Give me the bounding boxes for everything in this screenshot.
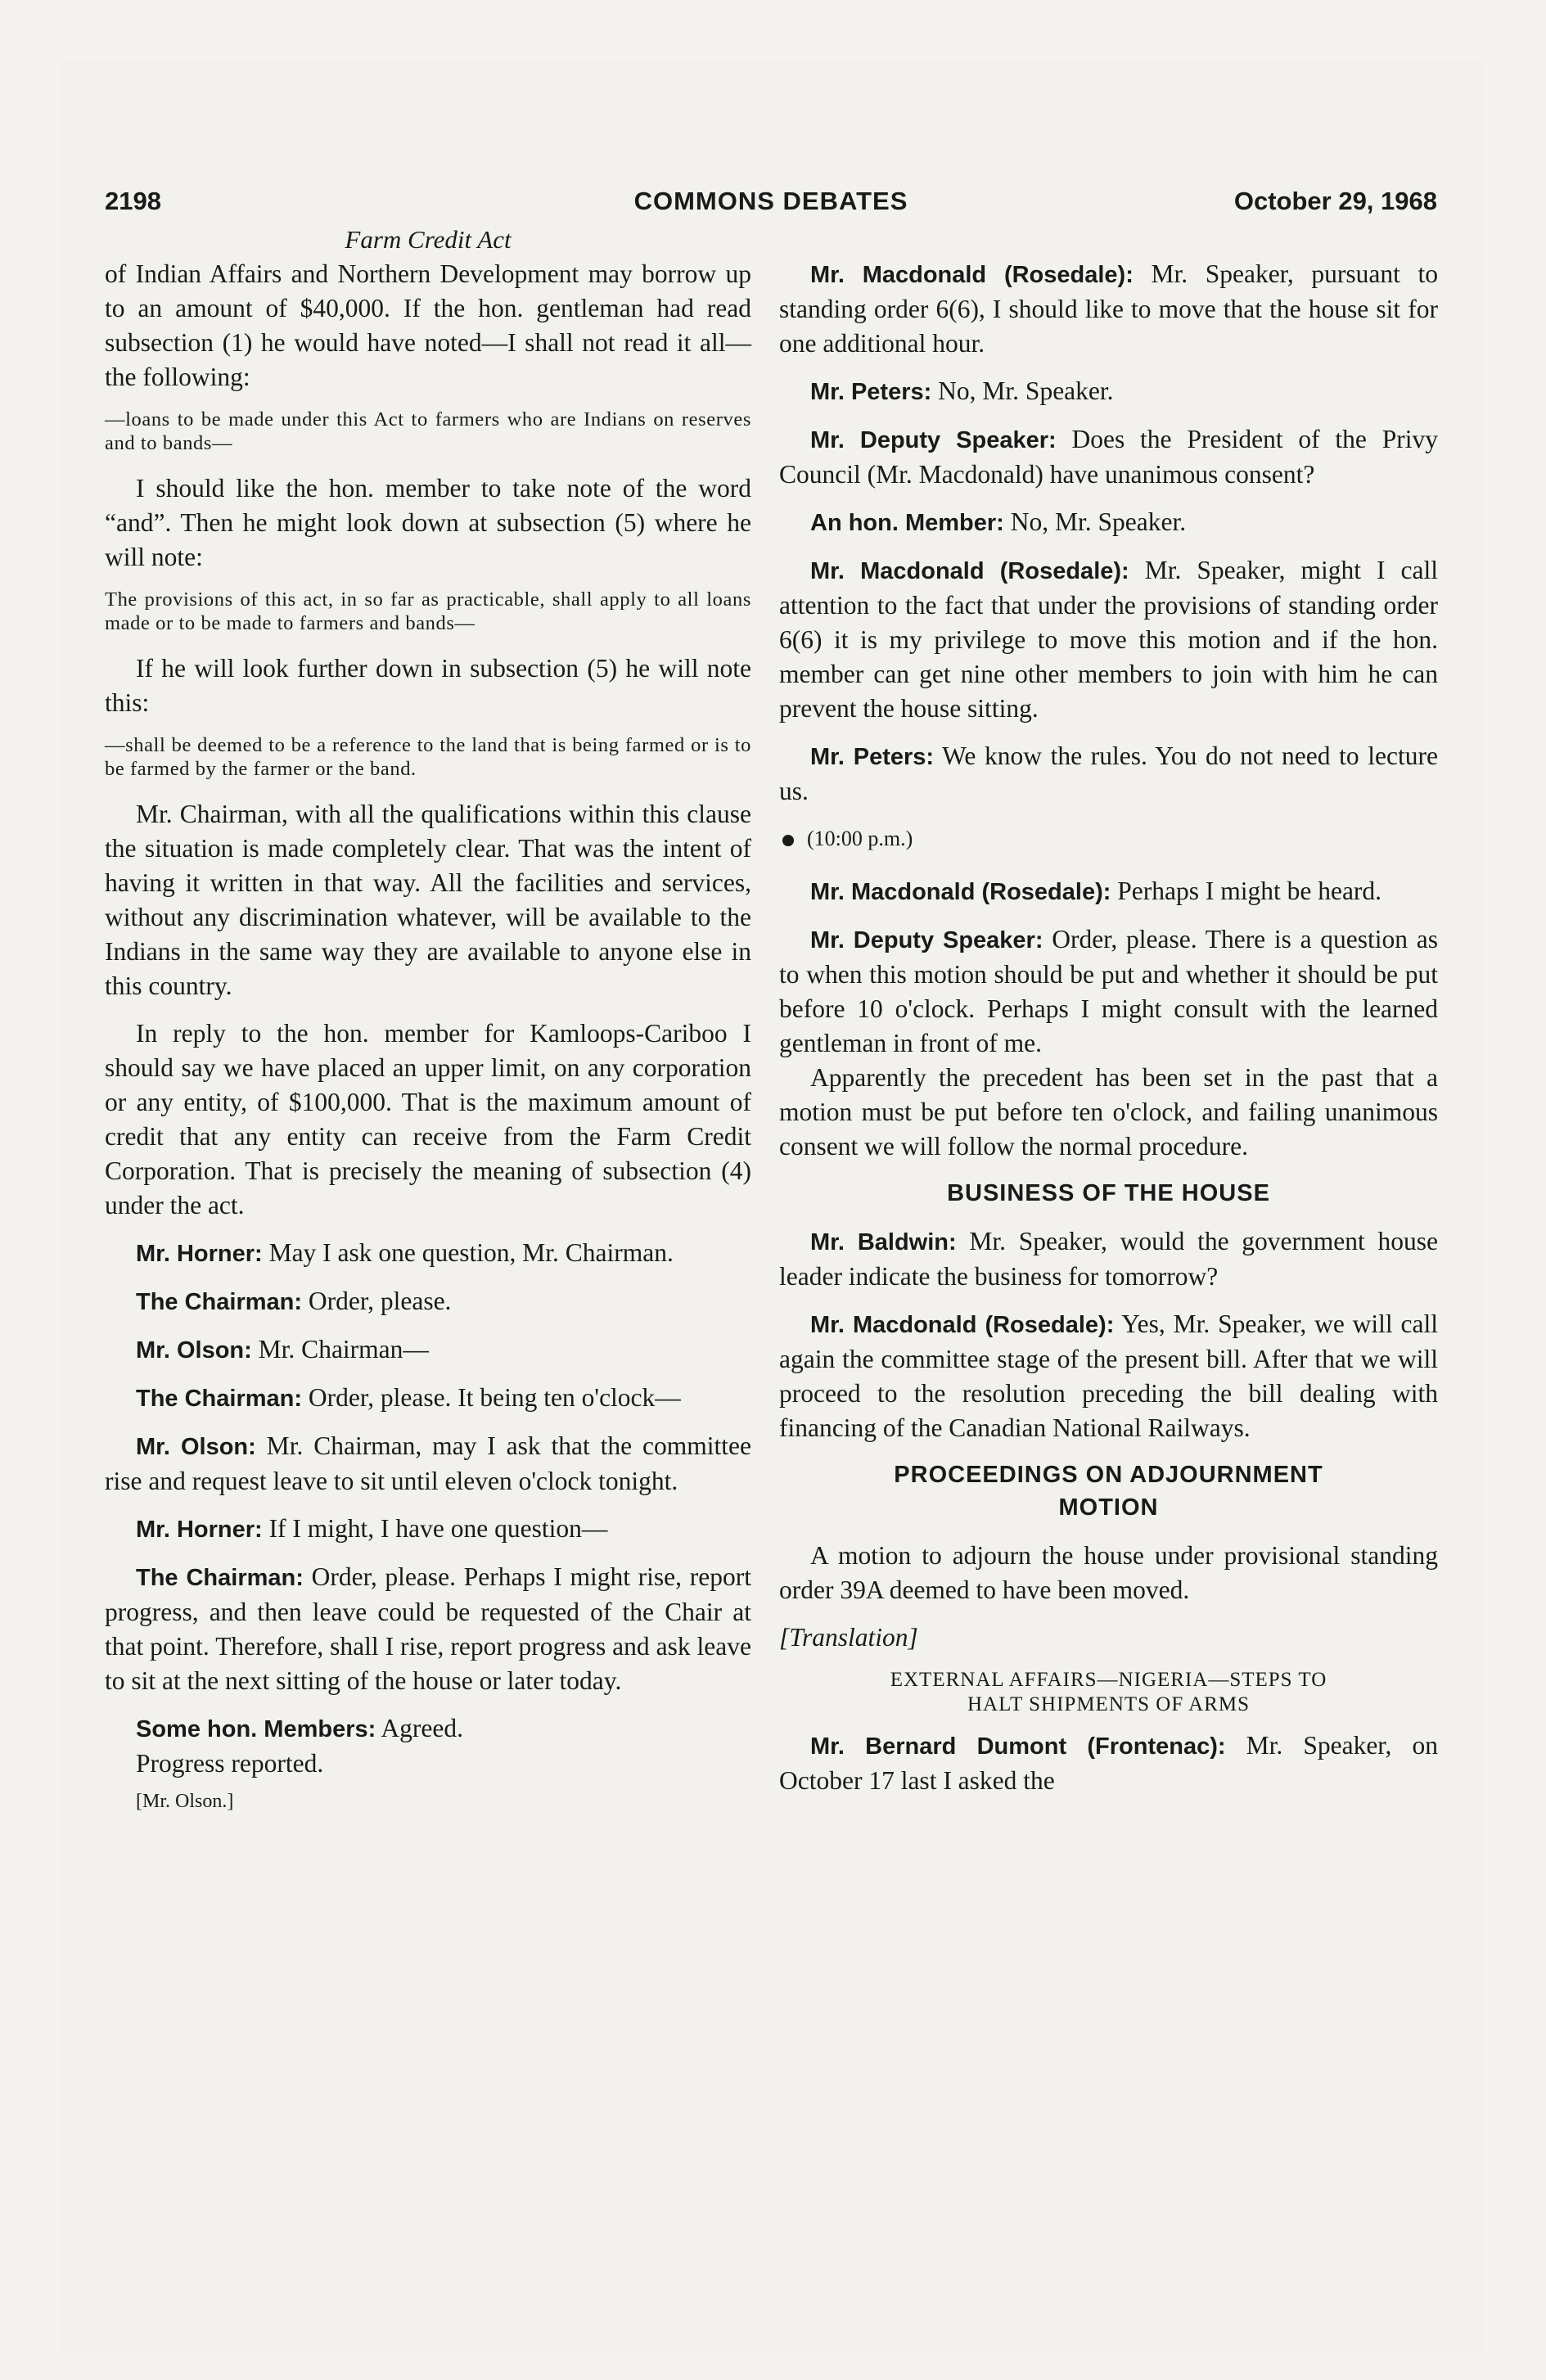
paragraph: Mr. Chairman, with all the qualifications within this clause the situation is made completely clear. That was the intent of having it written in that way. All the facilities and services, without any discrimination whatever, will be available to the Indians in the same way they are available to anyone else in this country. [105, 800, 751, 1000]
subheading [779, 1668, 1438, 1717]
speaker-name: Mr. Horner: [136, 1241, 263, 1267]
speech-text: Order, please. [302, 1287, 452, 1315]
speech-text: Order, please. Perhaps I might rise, report progress, and then leave could be requested of the Chair at that point. Therefore, shall I rise, report progress and ask leave to sit at the next sitting of the house or later today. [105, 1562, 751, 1695]
speech [105, 1332, 751, 1368]
speech [779, 422, 1438, 492]
speech [779, 922, 1438, 1061]
quotation: —shall be deemed to be a reference to the land that is being farmed or is to be farmed by the farmer or the band. [105, 734, 751, 780]
time-marker [779, 822, 1438, 856]
speaker-name: Mr. Peters: [810, 379, 932, 405]
speaker-name: The Chairman: [136, 1386, 303, 1412]
speaker-name: Mr. Deputy Speaker: [810, 427, 1057, 453]
header-date: October 29, 1968 [1233, 187, 1437, 215]
speaker-name: Mr. Bernard Dumont (Frontenac): [810, 1733, 1226, 1760]
speech [105, 1512, 751, 1547]
quotation: The provisions of this act, in so far as practicable, shall apply to all loans made or to be made to farmers and bands— [105, 588, 751, 634]
speaker-name: The Chairman: [136, 1565, 304, 1591]
speaker-name: Mr. Deputy Speaker: [810, 927, 1043, 953]
left-column [105, 223, 751, 1819]
speech-text: Mr. Speaker, would the government house leader indicate the business for tomorrow? [779, 1227, 1438, 1291]
speech [779, 1729, 1438, 1798]
speech [105, 1236, 751, 1271]
page-number: 2198 [105, 187, 161, 215]
speech-text: Yes, Mr. Speaker, we will call again the committee stage of the present bill. After that we will proceed to the resolution preceding the bill dealing with financing of the Canadian National Railways. [779, 1309, 1438, 1442]
speech-text: Mr. Chairman— [251, 1335, 429, 1364]
speech [779, 374, 1438, 409]
speech-text: Does the President of the Privy Council (Mr. Macdonald) have unanimous consent? [779, 425, 1438, 489]
running-subtitle: Farm Credit Act [345, 225, 512, 254]
speaker-name: Mr. Macdonald (Rosedale): [810, 558, 1129, 584]
speech [105, 1711, 751, 1747]
subheading-line: HALT SHIPMENTS OF ARMS [967, 1693, 1250, 1715]
time-stamp: (10:00 p.m.) [807, 827, 913, 850]
speech-text: If I might, I have one question— [262, 1514, 608, 1543]
speech-text: May I ask one question, Mr. Chairman. [262, 1238, 674, 1267]
section-heading: BUSINESS OF THE HOUSE [947, 1180, 1270, 1206]
paragraph: In reply to the hon. member for Kamloops-Cariboo I should say we have placed an upper limit, on any corporation or any entity, of $100,000. That is the maximum amount of credit that any entity can receive from the Farm Credit Corporation. That is precisely the meaning of subsection (4) under the act. [105, 1019, 751, 1219]
paragraph: Progress reported. [136, 1749, 324, 1778]
paragraph: I should like the hon. member to take note of the word “and”. Then he might look down at subsection (5) where he will note: [105, 474, 751, 571]
speaker-name: Mr. Olson: [136, 1434, 256, 1460]
speaker-name: Mr. Macdonald (Rosedale): [810, 879, 1111, 905]
speech-text: No, Mr. Speaker. [931, 376, 1114, 405]
speech-text: Mr. Speaker, might I call attention to the fact that under the provisions of standing order 6(6) it is my privilege to move this motion and if the hon. member can get nine other members to join with him he can prevent the house sitting. [779, 556, 1438, 723]
heading-line: PROCEEDINGS ON ADJOURNMENT [894, 1462, 1323, 1488]
speaker-name: Mr. Olson: [136, 1337, 252, 1364]
speaker-name: An hon. Member: [810, 510, 1004, 536]
footer-speaker-note: [Mr. Olson.] [136, 1791, 234, 1812]
speech-text: Perhaps I might be heard. [1111, 877, 1382, 905]
subheading-line: EXTERNAL AFFAIRS—NIGERIA—STEPS TO [890, 1669, 1327, 1691]
speech [779, 257, 1438, 361]
speech [105, 1381, 751, 1416]
speech [779, 505, 1438, 540]
paragraph: Apparently the precedent has been set in the past that a motion must be put before ten o'clock, and failing unanimous consent we will follow the normal procedure. [779, 1063, 1438, 1161]
paragraph: of Indian Affairs and Northern Development may borrow up to an amount of $40,000. If the hon. gentleman had read subsection (1) he would have noted—I shall not read it all—the following: [105, 259, 751, 391]
speech-text: Order, please. It being ten o'clock— [302, 1383, 681, 1412]
speaker-name: Mr. Horner: [136, 1517, 263, 1543]
speech [105, 1429, 751, 1499]
speaker-name: Mr. Baldwin: [810, 1229, 957, 1255]
speech-text: No, Mr. Speaker. [1003, 507, 1187, 536]
speech [105, 1284, 751, 1319]
publication-title: COMMONS DEBATES [633, 187, 908, 215]
speaker-name: Mr. Macdonald (Rosedale): [810, 262, 1134, 288]
quotation: —loans to be made under this Act to farmers who are Indians on reserves and to bands— [105, 408, 751, 454]
speech-text: We know the rules. You do not need to lecture us. [779, 741, 1438, 805]
speaker-name: Mr. Peters: [810, 744, 935, 770]
translation-note: [Translation] [779, 1623, 918, 1652]
speech-text: Agreed. [376, 1714, 463, 1742]
speech [105, 1560, 751, 1698]
speaker-name: The Chairman: [136, 1289, 303, 1315]
speech [779, 1224, 1438, 1294]
column-spacer [779, 223, 1438, 257]
speaker-name: Mr. Macdonald (Rosedale): [810, 1312, 1115, 1338]
speech-text: Mr. Speaker, pursuant to standing order 6(6), I should like to move that the house sit for one additional hour. [779, 259, 1438, 358]
speech-text: Order, please. There is a question as to when this motion should be put and whether it should be put before 10 o'clock. Perhaps I might consult with the learned gentleman in front of me. [779, 925, 1438, 1057]
section-heading [779, 1458, 1438, 1524]
bullet-icon [782, 835, 794, 846]
speaker-name: Some hon. Members: [136, 1716, 376, 1742]
speech [779, 874, 1438, 909]
speech [779, 739, 1438, 809]
page-header [105, 187, 1437, 226]
speech-text: Mr. Speaker, on October 17 last I asked the [779, 1731, 1438, 1795]
speech-text: Mr. Chairman, may I ask that the committee rise and request leave to sit until eleven o'clock tonight. [105, 1431, 751, 1495]
paragraph: If he will look further down in subsection (5) he will note this: [105, 654, 751, 717]
speech [779, 553, 1438, 726]
heading-line: MOTION [1058, 1494, 1159, 1521]
speech [779, 1307, 1438, 1445]
right-column [779, 223, 1438, 1798]
paragraph: A motion to adjourn the house under provisional standing order 39A deemed to have been moved. [779, 1541, 1438, 1604]
